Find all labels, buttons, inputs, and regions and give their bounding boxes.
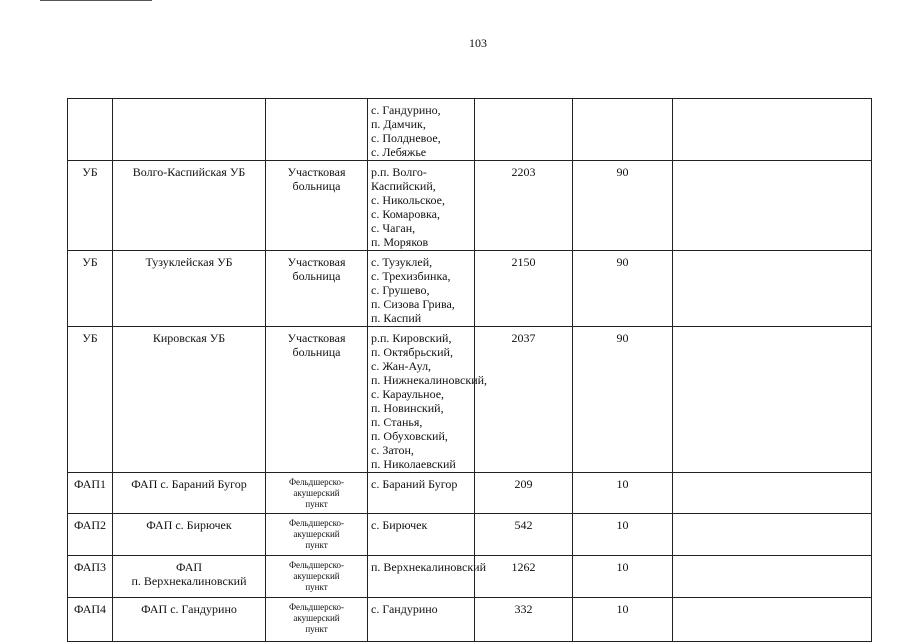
settlement-line: с. Никольское, — [371, 193, 445, 207]
settlement-line: с. Жан-Аул, — [371, 359, 432, 373]
population-cell: 542 — [475, 514, 573, 556]
facility-code-cell: УБ — [68, 327, 113, 473]
settlement-line: с. Караульное, — [371, 387, 445, 401]
facility-type-line: акушерский — [293, 529, 340, 539]
facility-name-cell — [113, 556, 266, 598]
facilities-table — [67, 98, 872, 642]
extra-cell — [673, 99, 872, 161]
facility-name-cell — [113, 473, 266, 514]
population-cell: 2037 — [475, 327, 573, 473]
beds-cell: 10 — [573, 473, 673, 514]
settlements-cell — [368, 598, 475, 642]
facility-code-cell: УБ — [68, 161, 113, 251]
extra-cell — [673, 251, 872, 327]
settlement-line: п. Моряков — [371, 235, 429, 249]
facility-type-line: Фельдшерско- — [288, 477, 345, 487]
table-row — [68, 327, 872, 473]
table-body — [68, 99, 872, 642]
facility-type-cell — [266, 473, 368, 514]
facility-type-line: акушерский — [293, 613, 340, 623]
settlement-line: п. Верхнекалиновский — [371, 560, 487, 574]
settlements-cell — [368, 556, 487, 598]
beds-cell: 10 — [573, 556, 673, 598]
extra-cell — [673, 161, 872, 251]
beds-cell: 90 — [573, 161, 673, 251]
settlement-line: с. Гандурино — [371, 602, 438, 616]
table-row — [68, 598, 872, 642]
settlements-cell — [368, 251, 475, 327]
settlements-cell — [368, 161, 475, 251]
settlement-line: р.п. Кировский, — [371, 331, 452, 345]
facility-code-cell: УБ — [68, 251, 113, 327]
settlement-line: с. Бирючек — [371, 518, 428, 532]
facility-name-cell — [113, 327, 266, 473]
facility-code-cell: ФАП1 — [68, 473, 113, 514]
facility-type-line: Фельдшерско- — [288, 560, 345, 570]
table-row — [68, 99, 872, 161]
population-cell: 1262 — [475, 556, 573, 598]
settlement-line: р.п. Волго- — [371, 165, 427, 179]
settlements-cell — [368, 473, 475, 514]
population-cell: 332 — [475, 598, 573, 642]
settlement-line: с. Полдневое, — [371, 131, 441, 145]
facility-type-line: акушерский — [293, 571, 340, 581]
settlements-cell — [368, 327, 488, 473]
settlement-line: п. Новинский, — [371, 401, 444, 415]
settlement-line: с. Трехизбинка, — [371, 269, 451, 283]
facility-type-line: пункт — [305, 624, 328, 634]
facility-type-line: пункт — [305, 540, 328, 550]
facility-name-line: ФАП — [175, 560, 203, 574]
table-row — [68, 556, 872, 598]
settlement-line: с. Бараний Бугор — [371, 477, 458, 491]
facility-name-cell — [113, 99, 266, 161]
facility-name-line: ФАП с. Бирючек — [146, 518, 232, 532]
settlement-line: с. Лебяжье — [371, 145, 427, 159]
settlement-line: п. Нижнекалиновский, — [371, 373, 488, 387]
population-cell: 209 — [475, 473, 573, 514]
settlement-line: п. Дамчик, — [371, 117, 426, 131]
beds-cell: 10 — [573, 598, 673, 642]
facility-name-line: ФАП с. Гандурино — [141, 602, 237, 616]
beds-cell: 10 — [573, 514, 673, 556]
settlement-line: с. Затон, — [371, 443, 414, 457]
facility-code-cell: ФАП3 — [68, 556, 113, 598]
facility-type-line: Участковая — [287, 331, 346, 345]
extra-cell — [673, 556, 872, 598]
page-number: 103 — [469, 36, 487, 50]
facility-type-line: больница — [292, 179, 341, 193]
facility-type-cell — [266, 327, 368, 473]
settlement-line: Каспийский, — [371, 179, 436, 193]
facility-type-cell — [266, 514, 368, 556]
facility-code-cell — [68, 99, 113, 161]
facility-name-cell — [113, 514, 266, 556]
table-row — [68, 514, 872, 556]
top-rule — [40, 0, 152, 1]
settlements-cell — [368, 514, 475, 556]
extra-cell — [673, 473, 872, 514]
population-cell — [475, 99, 573, 161]
facility-name-cell — [113, 598, 266, 642]
population-cell: 2150 — [475, 251, 573, 327]
extra-cell — [673, 514, 872, 556]
settlement-line: с. Тузуклей, — [371, 255, 433, 269]
settlement-line: п. Николаевский — [371, 457, 456, 471]
facility-name-cell — [113, 161, 266, 251]
facility-code-cell: ФАП2 — [68, 514, 113, 556]
beds-cell — [573, 99, 673, 161]
facility-type-line: больница — [292, 345, 341, 359]
beds-cell: 90 — [573, 327, 673, 473]
settlement-line: с. Чаган, — [371, 221, 416, 235]
facility-type-line: Фельдшерско- — [288, 602, 345, 612]
settlement-line: с. Грушево, — [371, 283, 430, 297]
facility-type-cell — [266, 556, 368, 598]
facility-type-cell — [266, 251, 368, 327]
settlement-line: с. Комаровка, — [371, 207, 440, 221]
extra-cell — [673, 598, 872, 642]
facility-name-line: ФАП с. Бараний Бугор — [131, 477, 247, 491]
settlements-cell — [368, 99, 475, 161]
table-row — [68, 251, 872, 327]
facility-name-cell — [113, 251, 266, 327]
facility-name-line: Волго-Каспийская УБ — [132, 165, 246, 179]
facility-type-line: Фельдшерско- — [288, 518, 345, 528]
population-cell: 2203 — [475, 161, 573, 251]
facility-type-cell — [266, 99, 368, 161]
settlement-line: с. Гандурино, — [371, 103, 441, 117]
settlement-line: п. Станья, — [371, 415, 423, 429]
facility-type-line: акушерский — [293, 488, 340, 498]
settlement-line: п. Сизова Грива, — [371, 297, 455, 311]
facility-type-cell — [266, 161, 368, 251]
facility-type-line: пункт — [305, 499, 328, 509]
beds-cell: 90 — [573, 251, 673, 327]
facility-type-line: Участковая — [287, 255, 346, 269]
facility-type-line: больница — [292, 269, 341, 283]
settlement-line: п. Октябрьский, — [371, 345, 453, 359]
facility-type-line: пункт — [305, 582, 328, 592]
extra-cell — [673, 327, 872, 473]
table-row — [68, 161, 872, 251]
settlement-line: п. Каспий — [371, 311, 422, 325]
facility-type-cell — [266, 598, 368, 642]
facility-name-line: Кировская УБ — [152, 331, 226, 345]
settlement-line: п. Обуховский, — [371, 429, 448, 443]
facility-name-line: п. Верхнекалиновский — [131, 574, 247, 588]
facility-type-line: Участковая — [287, 165, 346, 179]
table-row — [68, 473, 872, 514]
facility-code-cell: ФАП4 — [68, 598, 113, 642]
facility-name-line: Тузуклейская УБ — [145, 255, 233, 269]
